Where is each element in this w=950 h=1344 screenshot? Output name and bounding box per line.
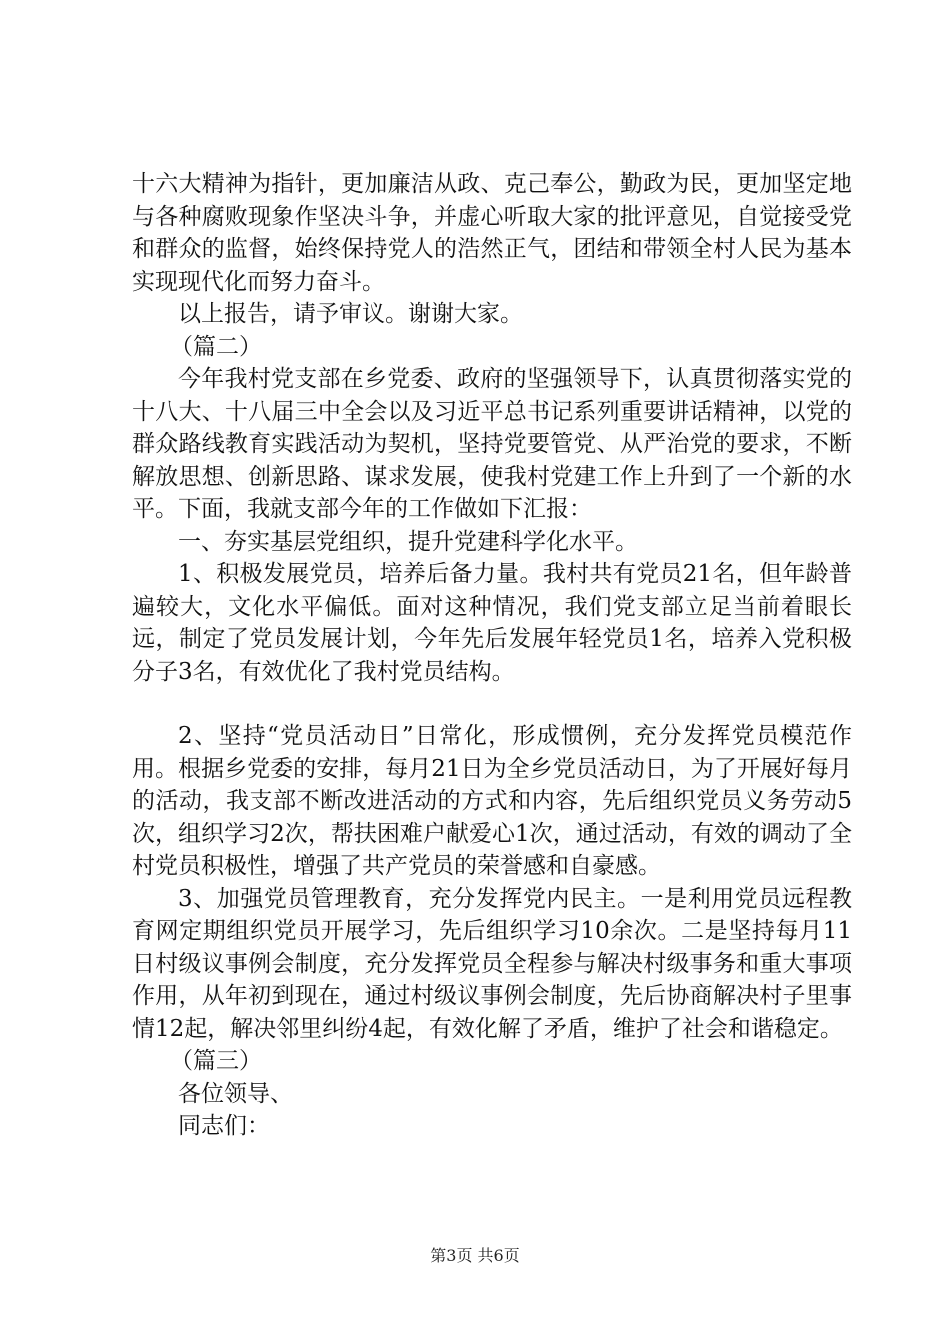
subheading-one: 一、夯实基层党组织，提升党建科学化水平。 <box>178 528 638 555</box>
paragraph-continuation: 十六大精神为指针，更加廉洁从政、克己奉公，勤政为民，更加坚定地与各种腐败现象作坚决斗争，并虚心听取大家的批评意见，自觉接受党和群众的监督，始终保持党人的浩然正气，团结和带领全村人民为基本实现现代化而努力奋斗。 <box>132 171 852 295</box>
page-indicator: 第3页 共6页 <box>430 1246 520 1265</box>
salutation-leaders: 各位领导、 <box>178 1080 293 1107</box>
salutation-comrades: 同志们： <box>178 1113 270 1139</box>
paragraph-closing: 以上报告，请予审议。谢谢大家。 <box>178 301 523 327</box>
section-heading-part-two: （篇二） <box>170 333 262 360</box>
section-heading-part-three: （篇三） <box>170 1048 262 1074</box>
paragraph-item-1: 1、积极发展党员，培养后备力量。我村共有党员21名，但年龄普遍较大，文化水平偏低。面对这种情况，我们党支部立足当前着眼长远，制定了党员发展计划，今年先后发展年轻党员1名，培养入党积极分子3名，有效优化了我村党员结构。 <box>132 561 852 685</box>
document-body <box>132 168 852 1143</box>
paragraph-item-2: 2、坚持“党员活动日”日常化，形成惯例，充分发挥党员模范作用。根据乡党委的安排，每月21日为全乡党员活动日，为了开展好每月的活动，我支部不断改进活动的方式和内容，先后组织党员义务劳动5次，组织学习2次，帮扶困难户献爱心1次，通过活动，有效的调动了全村党员积极性，增强了共产党员的荣誉感和自豪感。 <box>132 723 852 879</box>
paragraph-intro: 今年我村党支部在乡党委、政府的坚强领导下，认真贯彻落实党的十八大、十八届三中全会以及习近平总书记系列重要讲话精神，以党的群众路线教育实践活动为契机，坚持党要管党、从严治党的要求，不断解放思想、创新思路、谋求发展，使我村党建工作上升到了一个新的水平。下面，我就支部今年的工作做如下汇报： <box>132 366 852 522</box>
paragraph-item-3: 3、加强党员管理教育，充分发挥党内民主。一是利用党员远程教育网定期组织党员开展学习，先后组织学习10余次。二是坚持每月11日村级议事例会制度，充分发挥党员全程参与解决村级事务和重大事项作用，从年初到现在，通过村级议事例会制度，先后协商解决村子里事情12起，解决邻里纠纷4起，有效化解了矛盾，维护了社会和谐稳定。 <box>132 885 852 1042</box>
